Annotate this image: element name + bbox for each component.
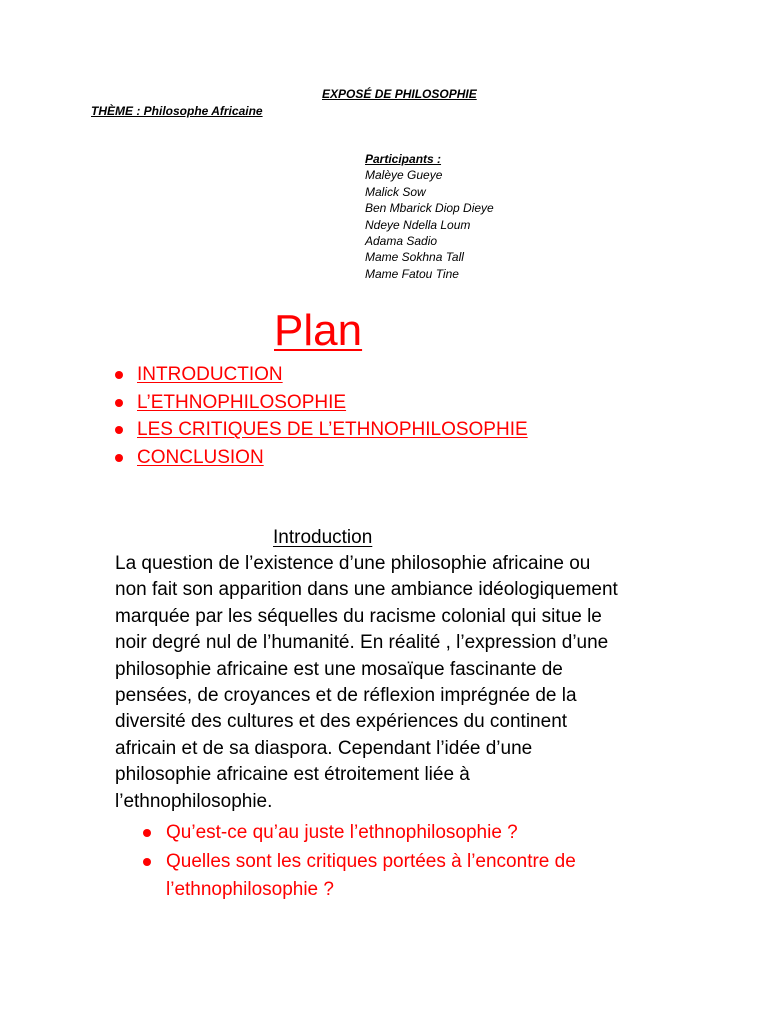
plan-item-label[interactable]: L’ETHNOPHILOSOPHIE bbox=[137, 391, 347, 413]
question-line: Quelles sont les critiques portées à l’encontre de bbox=[166, 850, 576, 872]
question-item bbox=[140, 819, 576, 848]
participant-name: Adama Sadio bbox=[365, 234, 438, 249]
participant-name: Malick Sow bbox=[365, 184, 426, 199]
bullet-icon bbox=[115, 399, 123, 407]
plan-item-introduction[interactable] bbox=[112, 361, 528, 389]
paragraph-line: La question de l’existence d’une philosophie africaine ou bbox=[115, 553, 591, 574]
paragraph-line: africain et de sa diaspora. Cependant l’idée d’une bbox=[115, 737, 533, 759]
plan-item-label[interactable]: CONCLUSION bbox=[137, 447, 264, 469]
question-item bbox=[140, 848, 576, 905]
paragraph-line: noir degré nul de l’humanité. En réalité , l’expression d’une bbox=[115, 632, 609, 654]
bullet-icon bbox=[143, 829, 151, 837]
plan-item-label[interactable]: LES CRITIQUES DE L’ETHNOPHILOSOPHIE bbox=[137, 419, 528, 441]
theme-line: THÈME : Philosophe Africaine bbox=[91, 104, 263, 118]
introduction-heading: Introduction bbox=[273, 527, 373, 548]
paragraph-line: philosophie africaine est une mosaïque fascinante de bbox=[115, 658, 563, 680]
question-line: Qu’est-ce qu’au juste l’ethnophilosophie ? bbox=[166, 822, 518, 843]
question-line: l’ethnophilosophie ? bbox=[166, 879, 334, 900]
plan-title: Plan bbox=[274, 306, 363, 355]
paragraph-line: diversité des cultures et des expériences du continent bbox=[115, 711, 568, 733]
paragraph-line: l’ethnophilosophie. bbox=[115, 790, 273, 812]
introduction-paragraph bbox=[115, 551, 695, 815]
participants-list bbox=[365, 167, 494, 282]
plan-list bbox=[112, 361, 528, 472]
bullet-icon bbox=[115, 426, 123, 434]
plan-item-conclusion[interactable] bbox=[112, 444, 528, 472]
paragraph-line: marquée par les séquelles du racisme colonial qui situe le bbox=[115, 605, 602, 627]
plan-item-ethnophilosophie[interactable] bbox=[112, 389, 528, 417]
plan-item-critiques[interactable] bbox=[112, 416, 528, 444]
participant-name: Ndeye Ndella Loum bbox=[365, 217, 471, 232]
bullet-icon bbox=[143, 858, 151, 866]
bullet-icon bbox=[115, 454, 123, 462]
paragraph-line: pensées, de croyances et de réflexion imprégnée de la bbox=[115, 685, 577, 707]
participant-name: Malèye Gueye bbox=[365, 168, 443, 183]
bullet-icon bbox=[115, 371, 123, 379]
participants-heading: Participants : bbox=[365, 152, 442, 166]
question-list bbox=[140, 819, 576, 905]
document-title: EXPOSÉ DE PHILOSOPHIE bbox=[322, 87, 477, 101]
paragraph-line: non fait son apparition dans une ambiance idéologiquement bbox=[115, 579, 618, 601]
plan-item-label[interactable]: INTRODUCTION bbox=[137, 364, 283, 385]
participants-block bbox=[365, 151, 494, 282]
participant-name: Ben Mbarick Diop Dieye bbox=[365, 201, 494, 216]
paragraph-line: philosophie africaine est étroitement liée à bbox=[115, 764, 470, 786]
participant-name: Mame Sokhna Tall bbox=[365, 250, 464, 265]
participant-name: Mame Fatou Tine bbox=[365, 266, 459, 281]
